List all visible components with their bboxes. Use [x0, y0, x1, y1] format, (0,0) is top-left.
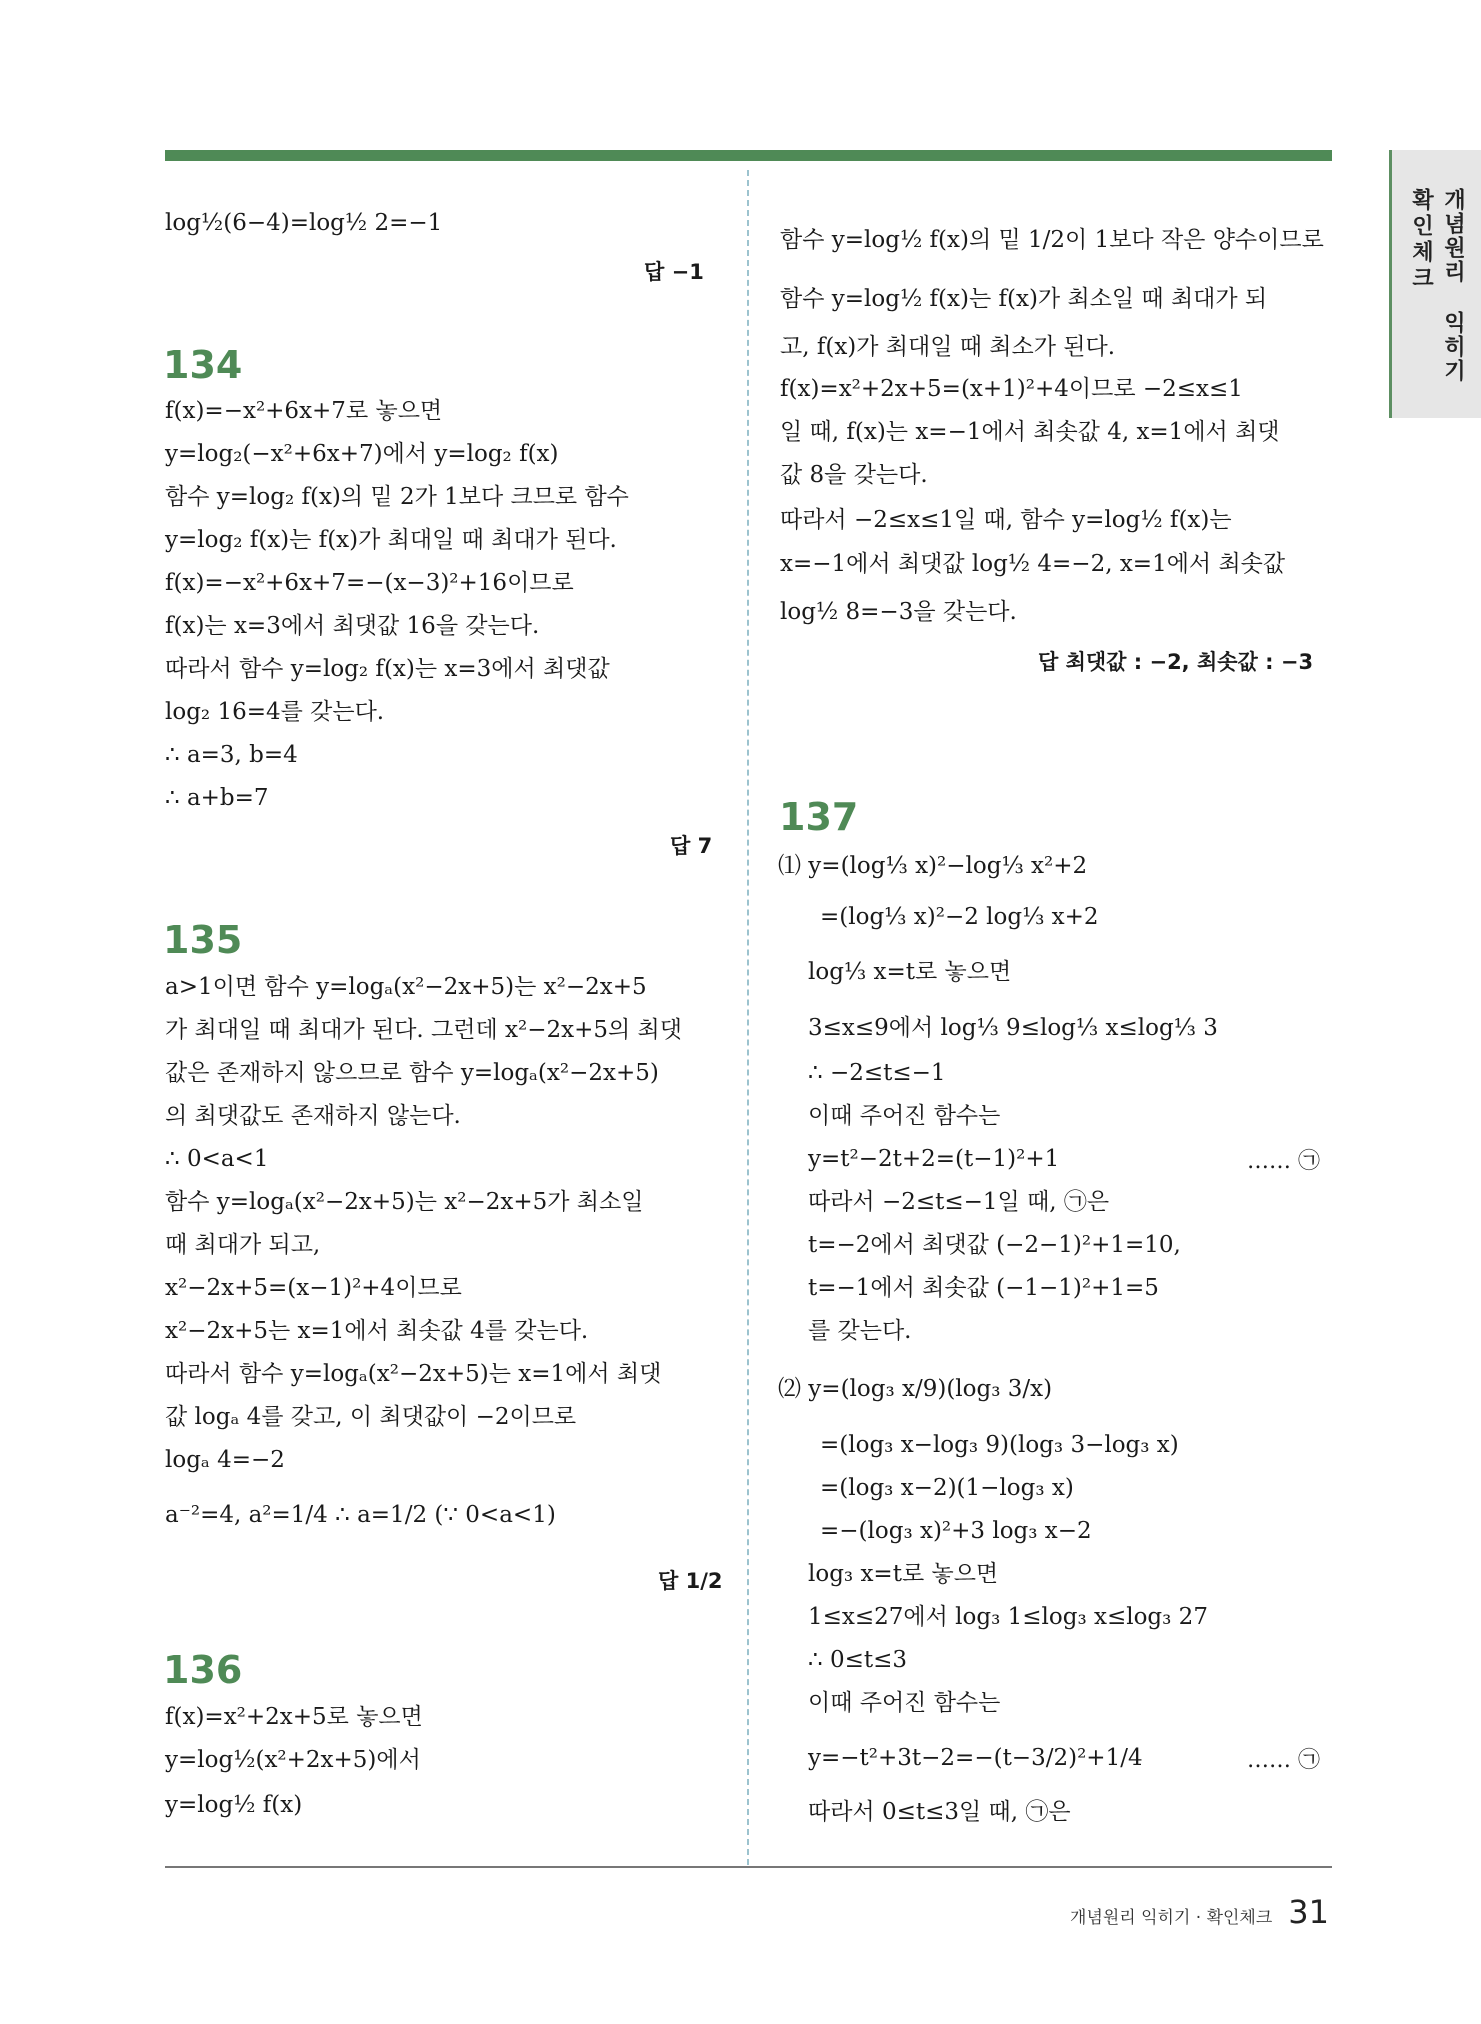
- solution-line: =(log₃ x−log₃ 9)(log₃ 3−log₃ x): [820, 1432, 1179, 1458]
- solution-line: 고, f(x)가 최대일 때 최소가 된다.: [780, 334, 1116, 360]
- solution-line: t=−2에서 최댓값 (−2−1)²+1=10,: [808, 1232, 1181, 1258]
- solution-line: log½ 8=−3을 갖는다.: [780, 599, 1017, 625]
- solution-line: 때 최대가 되고,: [165, 1232, 321, 1258]
- solution-line: log⅓ x=t로 놓으면: [808, 959, 1012, 985]
- footer-label: 개념원리 익히기 · 확인체크: [1070, 1908, 1273, 1928]
- solution-line: logₐ 4=−2: [165, 1447, 285, 1473]
- solution-line: ∴ a=3, b=4: [165, 742, 298, 768]
- solution-line: 가 최대일 때 최대가 된다. 그런데 x²−2x+5의 최댓: [165, 1017, 682, 1043]
- header-bar: [165, 150, 1332, 161]
- solution-line: 함수 y=log½ f(x)의 밑 1/2이 1보다 작은 양수이므로: [780, 227, 1324, 253]
- section-tab-subtitle: 확인체크: [1408, 188, 1434, 292]
- solution-line: 값 8을 갖는다.: [780, 462, 928, 488]
- solution-line: ∴ 0≤t≤3: [808, 1647, 907, 1673]
- solution-line: 함수 y=logₐ(x²−2x+5)는 x²−2x+5가 최소일: [165, 1189, 644, 1215]
- answer-intro: 답 −1: [644, 260, 704, 284]
- solution-line: 이때 주어진 함수는: [808, 1690, 1001, 1716]
- solution-line: 1≤x≤27에서 log₃ 1≤log₃ x≤log₃ 27: [808, 1604, 1208, 1630]
- solution-line: ∴ −2≤t≤−1: [808, 1060, 946, 1086]
- solution-line: f(x)=x²+2x+5=(x+1)²+4이므로 −2≤x≤1: [780, 376, 1243, 402]
- solution-line: y=t²−2t+2=(t−1)²+1: [808, 1146, 1060, 1172]
- solution-line: 함수 y=log½ f(x)는 f(x)가 최소일 때 최대가 되: [780, 286, 1268, 312]
- answer-135: 답 1/2: [658, 1569, 723, 1593]
- solution-line: 를 갖는다.: [808, 1318, 912, 1344]
- column-divider: [747, 170, 749, 1865]
- solution-line: 함수 y=log₂ f(x)의 밑 2가 1보다 크므로 함수: [165, 484, 629, 510]
- solution-line: 값은 존재하지 않으므로 함수 y=logₐ(x²−2x+5): [165, 1060, 659, 1086]
- problem-number-137: 137: [779, 795, 859, 839]
- footer: [1070, 1893, 1329, 1931]
- solution-line: ∴ 0<a<1: [165, 1146, 269, 1172]
- solution-line: 따라서 −2≤x≤1일 때, 함수 y=log½ f(x)는: [780, 507, 1232, 533]
- solution-line: =(log₃ x−2)(1−log₃ x): [820, 1475, 1074, 1501]
- solution-line: t=−1에서 최솟값 (−1−1)²+1=5: [808, 1275, 1159, 1301]
- intro-line: log½(6−4)=log½ 2=−1: [165, 210, 443, 236]
- solution-line: 일 때, f(x)는 x=−1에서 최솟값 4, x=1에서 최댓: [780, 419, 1280, 445]
- solution-line: ⑵ y=(log₃ x/9)(log₃ 3/x): [778, 1376, 1053, 1402]
- solution-line: a⁻²=4, a²=1/4 ∴ a=1/2 (∵ 0<a<1): [165, 1502, 556, 1528]
- solution-line: 값 logₐ 4를 갖고, 이 최댓값이 −2이므로: [165, 1404, 577, 1430]
- solution-line: =−(log₃ x)²+3 log₃ x−2: [820, 1518, 1092, 1544]
- solution-line: y=log½(x²+2x+5)에서: [165, 1747, 421, 1773]
- section-tab: [1389, 150, 1481, 418]
- solution-line: 따라서 −2≤t≤−1일 때, ㉠은: [808, 1189, 1110, 1215]
- equation-marker: …… ㉠: [1247, 1149, 1320, 1174]
- solution-line: x²−2x+5는 x=1에서 최솟값 4를 갖는다.: [165, 1318, 589, 1344]
- solution-line: log₂ 16=4를 갖는다.: [165, 699, 385, 725]
- solution-line: f(x)=−x²+6x+7=−(x−3)²+16이므로: [165, 570, 574, 596]
- solution-line: x=−1에서 최댓값 log½ 4=−2, x=1에서 최솟값: [780, 551, 1286, 577]
- problem-number-136: 136: [163, 1648, 243, 1692]
- problem-number-134: 134: [163, 343, 243, 387]
- solution-line: f(x)=x²+2x+5로 놓으면: [165, 1704, 423, 1730]
- solution-line: f(x)는 x=3에서 최댓값 16을 갖는다.: [165, 613, 540, 639]
- solution-line: y=−t²+3t−2=−(t−3/2)²+1/4: [808, 1745, 1143, 1771]
- solution-line: =(log⅓ x)²−2 log⅓ x+2: [820, 904, 1099, 930]
- solution-line: 3≤x≤9에서 log⅓ 9≤log⅓ x≤log⅓ 3: [808, 1015, 1218, 1041]
- solution-line: 따라서 함수 y=log₂ f(x)는 x=3에서 최댓값: [165, 656, 610, 682]
- solution-line: 이때 주어진 함수는: [808, 1103, 1001, 1129]
- problem-number-135: 135: [163, 918, 243, 962]
- solution-line: ⑴ y=(log⅓ x)²−log⅓ x²+2: [778, 853, 1088, 879]
- footer-rule: [165, 1866, 1332, 1868]
- solution-line: y=log½ f(x): [165, 1792, 303, 1818]
- solution-line: log₃ x=t로 놓으면: [808, 1561, 999, 1587]
- solution-line: f(x)=−x²+6x+7로 놓으면: [165, 398, 443, 424]
- solution-line: 따라서 함수 y=logₐ(x²−2x+5)는 x=1에서 최댓: [165, 1361, 662, 1387]
- solution-line: x²−2x+5=(x−1)²+4이므로: [165, 1275, 462, 1301]
- page-number: 31: [1288, 1893, 1329, 1931]
- solution-line: 따라서 0≤t≤3일 때, ㉠은: [808, 1799, 1071, 1825]
- answer-136: 답 최댓값 : −2, 최솟값 : −3: [1038, 650, 1314, 674]
- solution-line: a>1이면 함수 y=logₐ(x²−2x+5)는 x²−2x+5: [165, 974, 647, 1000]
- solution-line: 의 최댓값도 존재하지 않는다.: [165, 1103, 461, 1129]
- solution-line: ∴ a+b=7: [165, 785, 269, 811]
- answer-134: 답 7: [670, 834, 713, 858]
- solution-line: y=log₂ f(x)는 f(x)가 최대일 때 최대가 된다.: [165, 527, 617, 553]
- equation-marker: …… ㉠: [1247, 1748, 1320, 1773]
- solution-line: y=log₂(−x²+6x+7)에서 y=log₂ f(x): [165, 441, 559, 467]
- section-tab-title: 개념원리 익히기: [1440, 188, 1466, 383]
